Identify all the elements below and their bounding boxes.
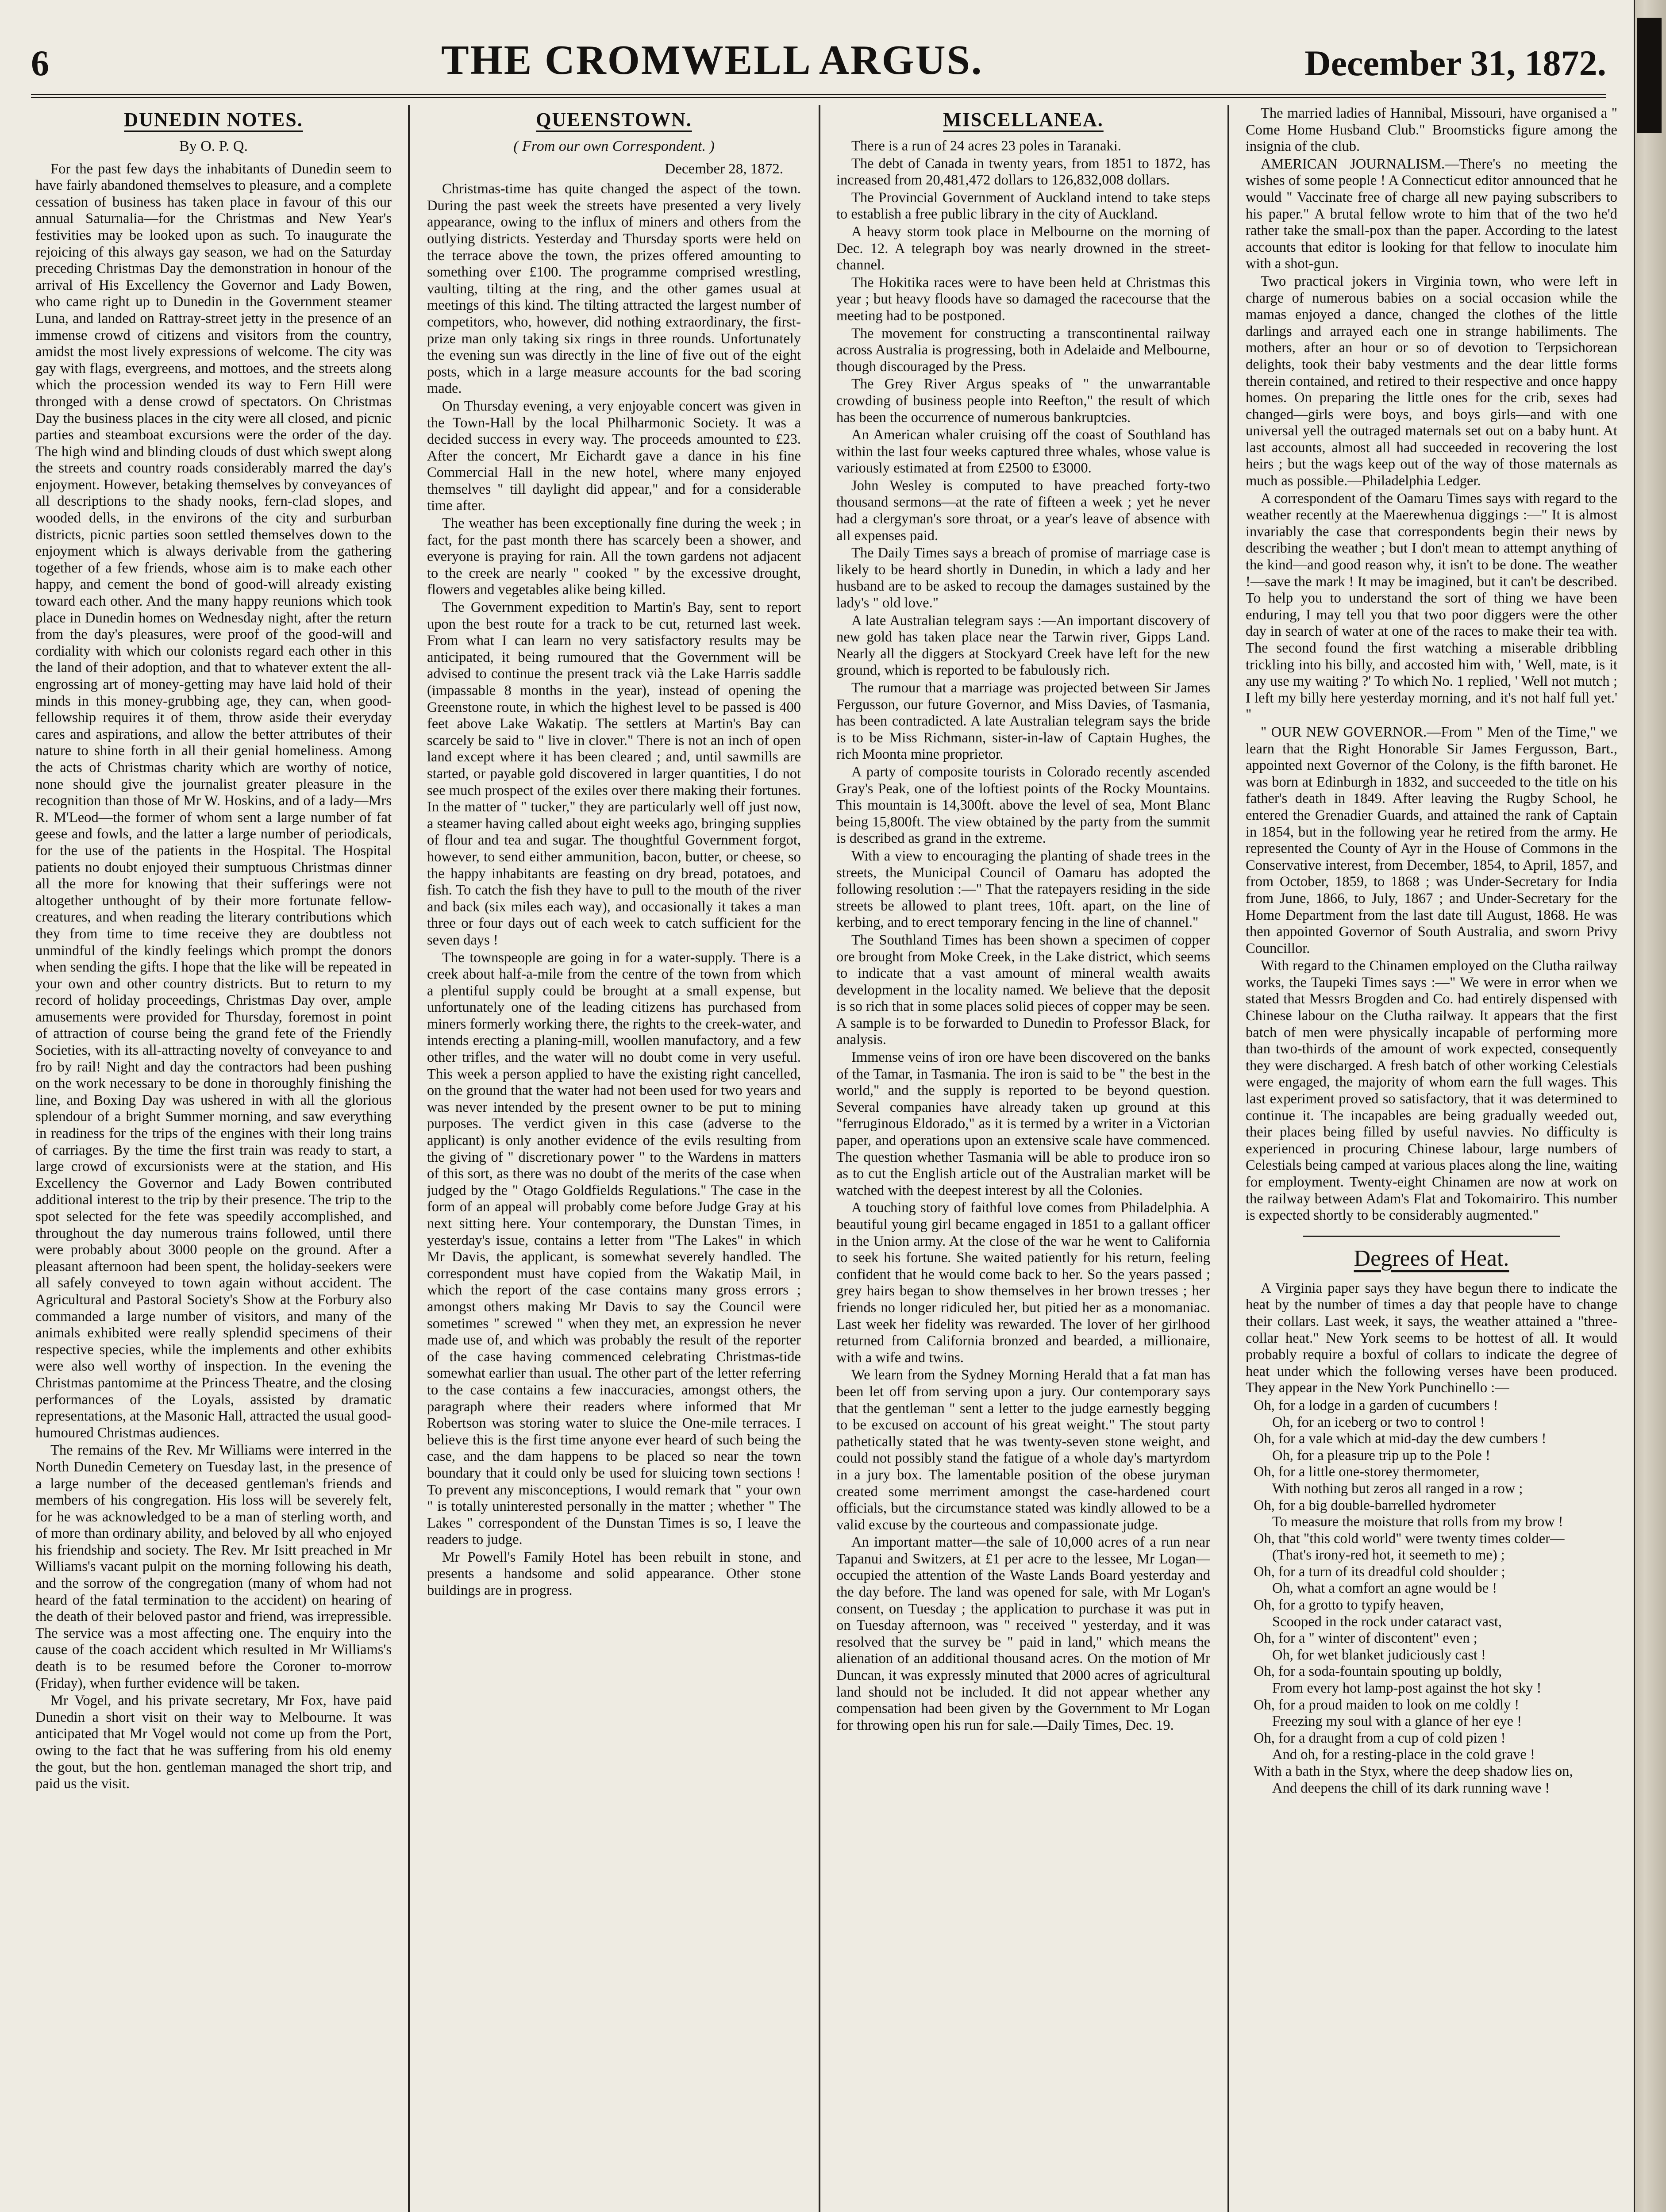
poem-line: With nothing but zeros all ranged in a row ;	[1272, 1480, 1523, 1497]
page-number: 6	[31, 43, 49, 83]
article-heading: DUNEDIN NOTES.	[124, 109, 303, 131]
poem-line: Oh, for a turn of its dreadful cold shoulder ;	[1254, 1563, 1505, 1580]
article-dateline: December 28, 1872.	[665, 161, 783, 177]
adjacent-page-edge	[1634, 0, 1666, 2212]
adjacent-page-mark	[1637, 18, 1662, 133]
news-item: The married ladies of Hannibal, Missouri, have organised a " Come Home Husband Club." Broomsticks figure among the insignia of the club.	[1246, 105, 1617, 155]
poem-line: Oh, for a proud maiden to look on me coldly !	[1254, 1697, 1520, 1713]
article-byline: By O. P. Q.	[179, 138, 248, 154]
news-item: There is a run of 24 acres 23 poles in Taranaki.	[851, 138, 1121, 154]
poem-line: Oh, for a big double-barrelled hydrometer	[1254, 1497, 1496, 1513]
poem-line: Oh, for a little one-storey thermometer,	[1254, 1464, 1480, 1480]
poem-line: Scooped in the rock under cataract vast,	[1272, 1613, 1502, 1630]
news-item: A correspondent of the Oamaru Times says with regard to the weather recently at the Maerewhenua diggings :—" It is almost invariably the case that correspondents begin their news by describing the weather ; but I don't mean to attempt anything of the kind—and good reason why, it isn't to be done. The weather !—save the mark ! It may be imagined, but it can't be described. To help you to understand the sort of thing we have been enduring, I may tell you that two poor diggers were the other day in search of water at one of the races to make their tea with. The second found the first watching a miserable dribbling trickling into his billy, and accosted him with, ' Well, mate, is it any use my waiting ?' To which No. 1 replied, ' Well not mutch ; I left my billy here yesterday morning, and it's not half full yet.' "	[1246, 490, 1617, 723]
news-item: The debt of Canada in twenty years, from 1851 to 1872, has increased from 20,481,472 dollars to 126,832,008 dollars.	[836, 155, 1210, 188]
column-divider	[408, 105, 410, 2212]
news-item: The movement for constructing a transcontinental railway across Australia is progressing, both in Adelaide and Melbourne, though discouraged by the Press.	[836, 325, 1210, 375]
poem-line: Oh, what a comfort an agne would be !	[1272, 1580, 1497, 1597]
news-item: The rumour that a marriage was projected between Sir James Fergusson, our future Governor, and Miss Davies, of Tasmania, has been contradicted. A late Australian telegram says the bride is to be Miss Richmann, sister-in-law of Captain Hughes, the rich Moonta mine proprietor.	[836, 680, 1210, 763]
news-item: A heavy storm took place in Melbourne on the morning of Dec. 12. A telegraph boy was nearly drowned in the street-channel.	[836, 223, 1210, 273]
poem-line: (That's irony-red hot, it seemeth to me) ;	[1272, 1547, 1505, 1563]
article-heading: MISCELLANEA.	[943, 109, 1104, 131]
article-paragraph: Christmas-time has quite changed the aspect of the town. During the past week the streets have presented a very lively appearance, owing to the influx of miners and others from the outlying districts. Yesterday and Thursday sports were held on the terrace above the town, the prizes offered amounting to something over £100. The programme comprised wrestling, vaulting, tilting at the ring, and the other games usual at meetings of this kind. The tilting attracted the largest number of competitors, who, however, did nothing extraordinary, the first-prize man only taking six rings in three rounds. Unfortunately the evening sun was directly in the line of five out of the eight posts, which in a large measure accounts for the bad scoring made.	[427, 181, 801, 397]
column-queenstown	[427, 105, 801, 2212]
poem	[1246, 1398, 1617, 1797]
masthead	[31, 31, 1606, 84]
news-item: The Daily Times says a breach of promise of marriage case is likely to be heard shortly in Dunedin, in which a lady and her husband are to be asked to recoup the damages sustained by the lady's " old love."	[836, 545, 1210, 611]
news-item: John Wesley is computed to have preached forty-two thousand sermons—at the rate of fifteen a week ; yet he never had a clergyman's sore throat, or a year's leave of absence with all expenses paid.	[836, 477, 1210, 544]
article-paragraph: The remains of the Rev. Mr Williams were interred in the North Dunedin Cemetery on Tuesday last, in the presence of a large number of the deceased gentleman's friends and members of his congregation. His loss will be severely felt, for he was acknowledged to be a man of sterling worth, and of more than ordinary ability, and beloved by all who enjoyed his friendship and society. The Rev. Mr Isitt preached in Mr Williams's vacant pulpit on the morning following his death, and the sorrow of the congregation (many of whom had not heard of the fatal termination to the accident) on hearing of the death of their beloved pastor and friend, was irrepressible. The service was a most affecting one. The enquiry into the cause of the coach accident which resulted in Mr Williams's death is to be resumed before the Coroner to-morrow (Friday), when further evidence will be taken.	[35, 1442, 392, 1691]
news-item: AMERICAN JOURNALISM.—There's no meeting the wishes of some people ! A Connecticut editor announced that he would " Vaccinate free of charge all new paying subscribers to his paper." A brutal fellow wrote to him that of the two he'd rather take the small-pox than the paper. According to the latest accounts that editor is looking for that fellow to inoculate him with a shot-gun.	[1246, 156, 1617, 272]
news-item: The Southland Times has been shown a specimen of copper ore brought from Moke Creek, in the Lake district, which seems to indicate that a vast amount of mineral wealth awaits development in the locality named. We believe that the deposit is so rich that in some places solid pieces of copper may be seen. A sample is to be forwarded to Dunedin to Professor Black, for analysis.	[836, 932, 1210, 1048]
poem-line: Oh, for wet blanket judiciously cast !	[1272, 1647, 1486, 1663]
poem-line: With a bath in the Styx, where the deep shadow lies on,	[1254, 1763, 1573, 1779]
poem-line: Oh, for a lodge in a garden of cucumbers !	[1254, 1397, 1498, 1413]
article-paragraph: Mr Vogel, and his private secretary, Mr Fox, have paid Dunedin a short visit on their way to Melbourne. It was anticipated that Mr Vogel would not come up from the Port, owing to the fact that he was suffering from his old enemy the gout, but the hon. gentleman managed the short trip, and paid us the visit.	[35, 1693, 392, 1792]
news-item: A touching story of faithful love comes from Philadelphia. A beautiful young girl became engaged in 1851 to a gallant officer in the Union army. At the close of the war he went to California to seek his fortune. She waited patiently for his return, feeling confident that he would come back to her. So the years passed ; grey hairs began to show themselves in her brown tresses ; her friends no longer ridiculed her, but pitied her as a monomaniac. Last week her fidelity was rewarded. The lover of her girlhood returned from California bronzed and bearded, a millionaire, with a wife and twins.	[836, 1200, 1210, 1366]
article-paragraph: For the past few days the inhabitants of Dunedin seem to have fairly abandoned themselves to pleasure, and a complete cessation of business has taken place in favour of this our annual Saturnalia—for the Christmas and New Year's festivities may be looked upon as such. To inaugurate the rejoicing of this always gay season, we had on the Saturday preceding Christmas Day the demonstration in honour of the arrival of His Excellency the Governor and Lady Bowen, who came right up to Dunedin in the Government steamer Luna, and landed on Rattray-street jetty in the presence of an immense crowd of citizens and visitors from the country, amidst the most lively expressions of welcome. The city was gay with flags, evergreens, and mottoes, and the streets along which the procession wended its way to Fern Hill were thronged with a dense crowd of spectators. On Christmas Day the business places in the city were all closed, and picnic parties and steamboat excursions were the order of the day. The high wind and blinding clouds of dust which swept along the streets and country roads considerably marred the day's enjoyment. However, betaking themselves by conveyances of all descriptions to the shady nooks, fern-clad slopes, and wooded dells, in the environs of the city and surburban districts, picnic parties soon settled themselves down to the enjoyment which is always derivable from the gathering together of a few friends, whose aim is to make each other happy, and cement the bond of good-will already existing toward each other. And the many happy reunions which took place in Dunedin homes on Wednesday night, after the return from the day's pleasures, were proof of the good-will and cordiality with which our colonists regard each other in this the land of their adoption, and that to whatever extent the all-engrossing art of money-getting may have laid hold of their minds in this money-grubbing age, they can, when good-fellowship requires it of them, throw aside their everyday cares and aspirations, and allow the better attributes of their nature to shine forth in all their genial homeliness. Among the acts of Christmas charity which are worthy of notice, none should give the journalist greater pleasure in the recognition than those of Mr W. Hoskins, and of a lady—Mrs R. M'Leod—the former of whom sent a large number of fat geese and fowls, and the latter a large number of periodicals, for the use of the patients in the Hospital. The Hospital patients no doubt enjoyed their sumptuous Christmas dinner all the more for knowing that their sufferings were not altogether unthought of by their more fortunate fellow-creatures, and when reading the literary contributions which they from time to time receive they are doubtless not unmindful of the kindly feelings which prompt the donors when sending the gifts. I hope that the like will be repeated in your own and other country districts. But to return to my record of holiday proceedings, Christmas Day over, ample amusements were provided for Thursday, foremost in point of attraction of course being the grand fete of the Friendly Societies, with its all-attracting novelty of conveyance to and fro by rail! Night and day the contractors had been pushing on the work necessary to be done in thoroughly finishing the line, and Boxing Day was ushered in with all the glorious splendour of a bright Summer morning, and saw everything in readiness for the trips of the engines with their long trains of carriages. By the time the first train was ready to start, a large crowd of excursionists were at the station, and His Excellency the Governor and Lady Bowen contributed additional interest to the trip by their presence. The trip to the spot selected for the fete was speedily accomplished, and throughout the day numerous trains followed, until there were probably about 3000 people on the ground. After a pleasant afternoon had been spent, the holiday-seekers were all safely conveyed to town again without accident. The Agricultural and Pastoral Society's Show at the Forbury also commanded a large number of visitors, and many of the animals exhibited were really splendid specimens of their respective species, while the implements and other exhibits were also well worthy of inspection. In the evening the Christmas pantomime at the Princess Theatre, and the closing performances of the Loyals, assisted by dramatic representations, at the Masonic Hall, attracted the usual good-humoured Christmas audiences.	[35, 161, 392, 1441]
article-subhead: ( From our own Correspondent. )	[513, 138, 715, 154]
poem-line: Oh, for a grotto to typify heaven,	[1254, 1597, 1444, 1613]
news-item: The Provincial Government of Auckland intend to take steps to establish a free public library in the city of Auckland.	[836, 189, 1210, 223]
article-paragraph: The townspeople are going in for a water-supply. There is a creek about half-a-mile from the centre of the town from which a plentiful supply could be brought at a small expense, but unfortunately one of the leading citizens has purchased from miners formerly working there, the rights to the creek-water, and intends erecting a planing-mill, woollen manufactory, and a few other trifles, and the water will no doubt come in very useful. This week a person applied to have the existing right cancelled, on the ground that the water had not been used for two years and was never intended by the present owner to be put to mining purposes. The verdict given in this case (adverse to the applicant) is only another evidence of the evils resulting from the giving of " discretionary power " to the Wardens in matters of this sort, as there was no doubt of the merits of the case when judged by the " Otago Goldfields Regulations." The case in the form of an appeal will probably come before Judge Gray at his next sitting here. Your contemporary, the Dunstan Times, in yesterday's issue, contains a letter from "The Lakes" in which Mr Davis, the applicant, is somewhat severely handled. The correspondent must have copied from the Wakatip Mail, in which the report of the case contains many gross errors ; amongst others making Mr Davis to say the Council were sometimes " screwed " when they met, an expression he never made use of, and which was probably the result of the reporter of the case having commenced celebrating Christmas-tide somewhat earlier than usual. The other part of the letter referring to the case contains a few inaccuracies, amongst others, the paragraph where their readers where informed that Mr Robertson was storing water to sluice the One-mile terraces. I believe this is the first time anyone ever heard of such being the case, and the dam happens to be placed so near the town boundary that it could only be used for sluicing town sections ! To prevent any misconceptions, I would remark that " your own " is totally uninterested personally in the matter ; whether " The Lakes " correspondent of the Dunstan Times is so, I leave the readers to judge.	[427, 949, 801, 1548]
article-paragraph: The Government expedition to Martin's Bay, sent to report upon the best route for a track to be cut, returned last week. From what I can learn no very satisfactory results may be anticipated, it being rumoured that the Government will be advised to continue the present track vià the Lake Harris saddle (impassable 8 months in the year), instead of opening the Greenstone route, in which the highest level to be passed is 400 feet above Lake Wakatip. The settlers at Martin's Bay can scarcely be said to " live in clover." There is not an inch of open land except where it has been cleared ; and, until sawmills are started, or payable gold discovered in larger quantities, I do not see much prospect of the exiles over there making their fortunes. In the matter of " tucker," they are particularly well off just now, a steamer having called about eight weeks ago, bringing supplies of flour and tea and sugar. The thoughtful Government forgot, however, to send either ammunition, bacon, butter, or cheese, so the happy inhabitants are feasting on dry bread, potatoes, and fish. To catch the fish they have to pull to the mouth of the river and back (six miles each way), and occasionally it takes a man three or four days out of each week to catch sufficient for the seven days !	[427, 599, 801, 948]
news-item: We learn from the Sydney Morning Herald that a fat man has been let off from serving upon a jury. Our contemporary says that the gentleman " sent a letter to the judge earnestly begging to be excused on account of his great weight." The stout party pathetically stated that he was twenty-seven stone weight, and could not possibly stand the fatigue of a whole day's martyrdom in a jury box. The lamentable position of the obese juryman created some merriment amongst the case-hardened court officials, but the circumstance stated was kindly allowed to be a valid excuse by the courteous and compassionate judge.	[836, 1367, 1210, 1533]
column-four	[1246, 105, 1617, 2212]
poem-intro: A Virginia paper says they have begun there to indicate the heat by the number of times a day that people have to change their collars. Last week, it says, the weather attained a "three-collar heat." New York seems to be hottest of all. It would probably require a boxful of collars to indicate the degree of heat under which the following verses have been produced. They appear in the New York Punchinello :—	[1246, 1280, 1617, 1396]
section-rule	[1303, 1236, 1560, 1237]
news-item: With regard to the Chinamen employed on the Clutha railway works, the Taupeki Times says :—" We were in error when we stated that Messrs Brogden and Co. had entirely dispensed with Chinese labour on the Clutha railway. It appears that the first batch of men were physically incapable of performing more than two-thirds of the amount of work expected, consequently they were discharged. A fresh batch of other working Celestials were engaged, the majority of whom earn the full wages. This last experiment proved so satisfactory, that it was determined to continue it. The incapables are being gradually weeded out, their places being filled by useful navvies. No difficulty is experienced in procuring Chinese labour, large numbers of Celestials being camped at various places along the line, waiting for employment. Twenty-eight Chinamen are now at work on the railway between Adam's Flat and Tokomairiro. This number is expected shortly to be considerably augmented."	[1246, 958, 1617, 1224]
article-paragraph: On Thursday evening, a very enjoyable concert was given in the Town-Hall by the local Philharmonic Society. It was a decided success in every way. The proceeds amounted to £23. After the concert, Mr Eichardt gave a dance in his fine Commercial Hall in the new hotel, where many enjoyed themselves " till daylight did appear," and for a considerable time after.	[427, 398, 801, 514]
news-item: The Hokitika races were to have been held at Christmas this year ; but heavy floods have so damaged the racecourse that the meeting had to be postponed.	[836, 274, 1210, 324]
article-heading: QUEENSTOWN.	[536, 109, 692, 131]
column-miscellanea	[836, 105, 1210, 2212]
poem-line: And deepens the chill of its dark running wave !	[1272, 1780, 1550, 1796]
news-item: " OUR NEW GOVERNOR.—From " Men of the Time," we learn that the Right Honorable Sir James Fergusson, Bart., appointed next Governor of the Colony, is the fifth baronet. He was born at Edinburgh in 1832, and succeeded to the title on his father's death in 1849. After leaving the Rugby School, he entered the Grenadier Guards, and attained the rank of Captain in 1854, but in the following year he retired from the army. He represented the County of Ayr in the House of Commons in the Conservative interest, from December, 1854, to April, 1857, and from October, 1859, to 1868 ; was Under-Secretary for India from June, 1866, to July, 1867 ; and Under-Secretary for the Home Department from the last date till August, 1868. He was then appointed Governor of South Australia, and sworn Privy Councillor.	[1246, 724, 1617, 956]
paper-title: THE CROMWELL ARGUS.	[441, 37, 983, 83]
poem-line: From every hot lamp-post against the hot sky !	[1272, 1680, 1542, 1697]
news-item: The Grey River Argus speaks of " the unwarrantable crowding of business people into Reefton," the result of which has been the occurrence of numerous bankruptcies.	[836, 376, 1210, 426]
news-item: With a view to encouraging the planting of shade trees in the streets, the Municipal Council of Oamaru has adopted the following resolution :—" That the ratepayers residing in the side streets be allowed to plant trees, 10ft. apart, on the line of kerbing, and to erect temporary fencing in the line of channel."	[836, 848, 1210, 931]
article-paragraph: The weather has been exceptionally fine during the week ; in fact, for the past month there has scarcely been a shower, and everyone is praying for rain. All the town gardens not adjacent to the creek are nearly " cooked " by the excessive drought, flowers and vegetables alike being killed.	[427, 515, 801, 598]
poem-line: Oh, for a " winter of discontent" even ;	[1254, 1630, 1477, 1647]
news-item: A party of composite tourists in Colorado recently ascended Gray's Peak, one of the loftiest points of the Rocky Mountains. This mountain is 14,300ft. above the level of sea, Mont Blanc being 15,800ft. The view obtained by the party from the summit is described as grand in the extreme.	[836, 764, 1210, 847]
article-paragraph: Mr Powell's Family Hotel has been rebuilt in stone, and presents a handsome and solid appearance. Other stone buildings are in progress.	[427, 1549, 801, 1599]
poem-line: To measure the moisture that rolls from my brow !	[1272, 1514, 1563, 1530]
poem-line: Oh, for a pleasure trip up to the Pole !	[1272, 1447, 1490, 1463]
poem-heading: Degrees of Heat.	[1354, 1245, 1509, 1271]
poem-line: And oh, for a resting-place in the cold grave !	[1272, 1747, 1535, 1763]
poem-line: Oh, for an iceberg or two to control !	[1272, 1414, 1485, 1430]
news-item: An important matter—the sale of 10,000 acres of a run near Tapanui and Switzers, at £1 per acre to the lessee, Mr Logan—occupied the attention of the Waste Lands Board yesterday and the day before. The land was opened for sale, with Mr Logan's consent, on Tuesday ; the application to purchase it was put in on Tuesday afternoon, was " received " yesterday, and it was resolved that the survey be " paid in land," which means the alienation of an additional thousand acres. On the motion of Mr Duncan, it was expressly minuted that 2000 acres of agricultural land should not be included. It did not appear whether any compensation had been given by the Government to Mr Logan for throwing open his run for sale.—Daily Times, Dec. 19.	[836, 1534, 1210, 1733]
poem-line: Oh, that "this cold world" were twenty times colder—	[1254, 1530, 1565, 1547]
poem-line: Freezing my soul with a glance of her eye !	[1272, 1713, 1522, 1730]
column-divider	[819, 105, 820, 2212]
issue-date: December 31, 1872.	[1304, 43, 1606, 83]
poem-line: Oh, for a soda-fountain spouting up boldly,	[1254, 1663, 1502, 1680]
news-item: A late Australian telegram says :—An important discovery of new gold has taken place near the Tarwin river, Gipps Land. Nearly all the diggers at Stockyard Creek have left for the new ground, which is reported to be fabulously rich.	[836, 612, 1210, 679]
poem-line: Oh, for a vale which at mid-day the dew cumbers !	[1254, 1431, 1547, 1447]
news-item: An American whaler cruising off the coast of Southland has within the last four weeks captured three whales, whose value is variously estimated at from £2500 to £3000.	[836, 427, 1210, 476]
masthead-rule	[31, 94, 1606, 98]
column-divider	[1227, 105, 1229, 2212]
poem-line: Oh, for a draught from a cup of cold pizen !	[1254, 1730, 1506, 1746]
news-item: Immense veins of iron ore have been discovered on the banks of the Tamar, in Tasmania. The iron is said to be " the best in the world," and the supply is reported to be beyond question. Several companies have already taken up ground at this "ferruginous Eldorado," as it is termed by a writer in a Victorian paper, and operations upon an extensive scale have commenced. The question whether Tasmania will be able to produce iron so as to cut the English article out of the Australian market will be watched with the deepest interest by all the Colonies.	[836, 1049, 1210, 1198]
column-dunedin-notes	[35, 105, 392, 2212]
news-item: Two practical jokers in Virginia town, who were left in charge of numerous babies on a social occasion while the mamas enjoyed a dance, changed the clothes of the little darlings and arrayed each one in strange habiliments. The mothers, after an hour or so of devotion to Terpsichorean delights, took their baby vestments and the dear little forms therein contained, and retired to their respective and once happy homes. On preparing the little ones for the crib, sexes had changed—girls were boys, and boys girls—and with one universal yell the outraged maternals set out on a baby hunt. At last accounts, almost all had succeeded in recovering the lost heirs ; but the wags keep out of the way of those maternals as much as possible.—Philadelphia Ledger.	[1246, 273, 1617, 489]
